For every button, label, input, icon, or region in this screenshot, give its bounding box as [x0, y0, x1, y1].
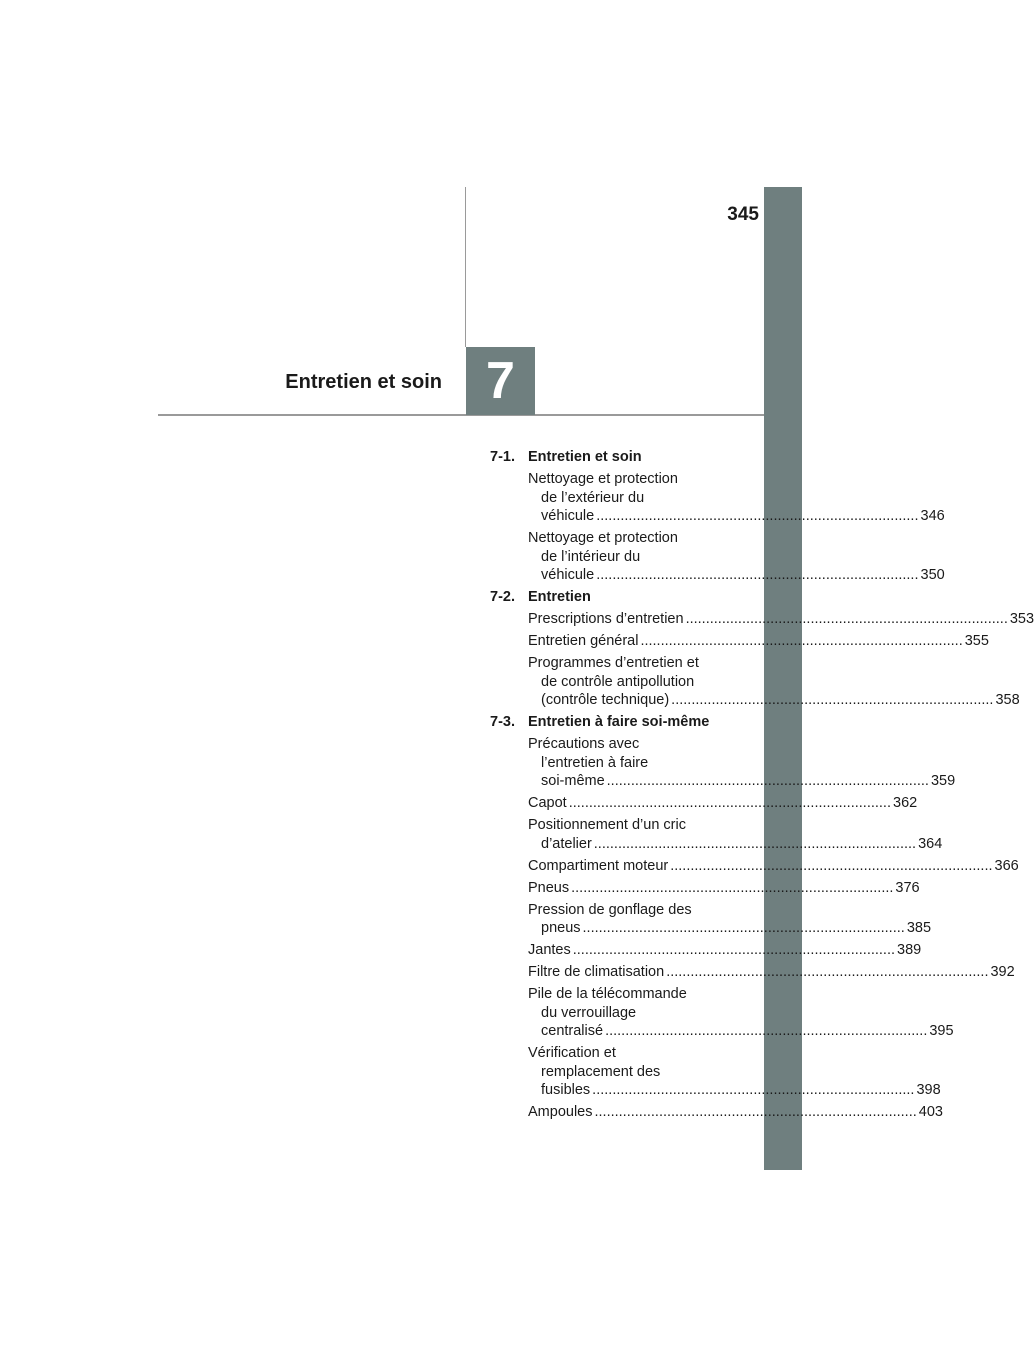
toc-entry-text: Nettoyage et protection [528, 471, 678, 487]
dot-leader: ................................................................................ [666, 964, 989, 980]
toc-entry[interactable] [528, 632, 989, 651]
toc-entry[interactable] [528, 816, 943, 853]
toc-entry-text: Compartiment moteur [528, 857, 669, 874]
toc-entry[interactable] [528, 529, 945, 585]
toc-entry-text: de l’intérieur du [541, 548, 641, 565]
toc-entry-page: 398 [916, 1082, 941, 1098]
toc-entry-list [490, 735, 1019, 1122]
dot-leader: ................................................................................ [640, 633, 963, 649]
dot-leader: ................................................................................ [568, 795, 891, 811]
section-number: 7-3. [490, 714, 515, 730]
toc-entry[interactable] [528, 941, 922, 960]
toc-section-heading [490, 448, 742, 467]
toc-entry-text: Positionnement d’un cric [528, 817, 686, 833]
toc-entry-text: Capot [528, 795, 567, 811]
toc-entry-text: l’entretien à faire [541, 754, 649, 771]
chapter-title: Entretien et soin [285, 371, 442, 393]
dot-leader: ................................................................................ [671, 692, 994, 708]
dot-leader: ................................................................................ [606, 773, 929, 789]
toc-entry-text: soi-même [541, 773, 605, 789]
toc-entry[interactable] [528, 610, 1034, 629]
toc-entry[interactable] [528, 1103, 943, 1122]
dot-leader: ................................................................................ [596, 508, 919, 524]
dot-leader: ................................................................................ [571, 879, 894, 896]
dot-leader: ................................................................................ [594, 1104, 917, 1120]
dot-leader: ................................................................................ [685, 611, 1008, 627]
toc-entry-text: Nettoyage et protection [528, 530, 678, 546]
toc-entry-text: du verrouillage [541, 1004, 637, 1021]
toc-entry-text: véhicule [541, 508, 595, 524]
horizontal-divider [158, 414, 764, 416]
toc-entry-text: remplacement des [541, 1063, 661, 1080]
toc-entry-last-line [528, 879, 920, 898]
toc-entry-page: 364 [918, 835, 943, 852]
dot-leader: ................................................................................ [592, 1082, 915, 1098]
toc-entry-page: 385 [906, 920, 932, 936]
dot-leader: ................................................................................ [582, 920, 905, 936]
toc-entry-text: Précautions avec [528, 736, 640, 752]
toc-entry-last-line [528, 1103, 943, 1122]
toc-entry-text: Entretien général [528, 633, 639, 649]
toc-entry-text: fusibles [541, 1082, 591, 1098]
toc-entry-page: 403 [918, 1104, 943, 1120]
toc-entry-text: véhicule [541, 567, 595, 583]
toc-entry-page: 366 [994, 857, 1019, 874]
toc-entry-last-line [528, 507, 945, 526]
toc-entry-text: Pression de gonflage des [528, 901, 692, 918]
toc-entry-last-line [528, 941, 922, 960]
toc-entry-page: 392 [990, 964, 1015, 980]
toc-entry-last-line [528, 610, 1034, 629]
toc-entry-text: d’atelier [541, 835, 592, 852]
toc-entry-last-line [528, 794, 918, 813]
dot-leader: ................................................................................ [670, 857, 993, 874]
toc-section-heading [490, 713, 742, 732]
vertical-divider [465, 187, 466, 347]
toc-entry-text: Vérification et [528, 1045, 616, 1061]
toc-entry[interactable] [528, 963, 1015, 982]
section-number: 7-2. [490, 589, 515, 605]
toc-entry-last-line [528, 632, 989, 651]
toc-entry[interactable] [528, 735, 956, 791]
toc-entry-page: 389 [897, 942, 922, 958]
chapter-number: 7 [486, 352, 515, 410]
toc-entry-page: 350 [920, 567, 945, 583]
toc-entry-page: 359 [930, 773, 956, 789]
toc-entry-text: Pneus [528, 879, 570, 896]
toc-entry-text: pneus [541, 920, 581, 936]
toc-entry-page: 362 [893, 795, 918, 811]
toc-entry[interactable] [528, 794, 918, 813]
toc-entry-page: 376 [895, 879, 920, 896]
toc-entry-text: Programmes d’entretien et [528, 655, 699, 671]
toc-entry-last-line [528, 566, 945, 585]
toc-entry-text: (contrôle technique) [541, 692, 670, 708]
section-title[interactable]: Entretien [528, 589, 591, 605]
toc-entry[interactable] [528, 901, 932, 938]
toc-entry-last-line [528, 919, 932, 938]
section-title[interactable]: Entretien à faire soi-même [528, 714, 710, 730]
toc-entry-last-line [528, 963, 1015, 982]
toc-entry-page: 358 [995, 692, 1020, 708]
toc-entry-page: 346 [920, 508, 945, 524]
toc-entry-page: 355 [964, 633, 989, 649]
table-of-contents [490, 448, 1034, 1125]
toc-entry-page: 353 [1009, 611, 1034, 627]
chapter-number-box [466, 347, 535, 415]
toc-entry[interactable] [528, 470, 945, 526]
toc-entry-text: Ampoules [528, 1104, 593, 1120]
toc-entry-text: Jantes [528, 942, 571, 958]
section-title[interactable]: Entretien et soin [528, 449, 642, 465]
toc-entry-text: Pile de la télécommande [528, 986, 687, 1002]
toc-entry-last-line [528, 857, 1019, 876]
toc-entry-last-line [528, 691, 1020, 710]
toc-entry[interactable] [528, 1044, 941, 1100]
toc-entry[interactable] [528, 654, 1020, 710]
toc-entry-text: de contrôle antipollution [541, 673, 695, 690]
dot-leader: ................................................................................ [572, 942, 896, 958]
page-number: 345 [727, 204, 759, 225]
dot-leader: ................................................................................ [593, 835, 917, 852]
section-number: 7-1. [490, 449, 515, 465]
toc-entry-list [490, 470, 945, 585]
toc-entry-text: Prescriptions d’entretien [528, 611, 684, 627]
toc-entry[interactable] [528, 879, 920, 898]
toc-entry-last-line [528, 835, 943, 854]
toc-entry[interactable] [528, 985, 954, 1041]
toc-entry-page: 395 [929, 1023, 954, 1039]
dot-leader: ................................................................................ [605, 1023, 928, 1039]
toc-entry-text: Filtre de climatisation [528, 964, 665, 980]
dot-leader: ................................................................................ [596, 567, 919, 583]
toc-entry-text: de l’extérieur du [541, 489, 645, 506]
toc-entry-last-line [528, 1022, 954, 1041]
toc-section-heading [490, 588, 742, 607]
toc-entry-list [490, 610, 1034, 710]
toc-entry-last-line [528, 1081, 941, 1100]
toc-entry-last-line [528, 772, 956, 791]
toc-entry-text: centralisé [541, 1023, 604, 1039]
toc-entry[interactable] [528, 857, 1019, 876]
